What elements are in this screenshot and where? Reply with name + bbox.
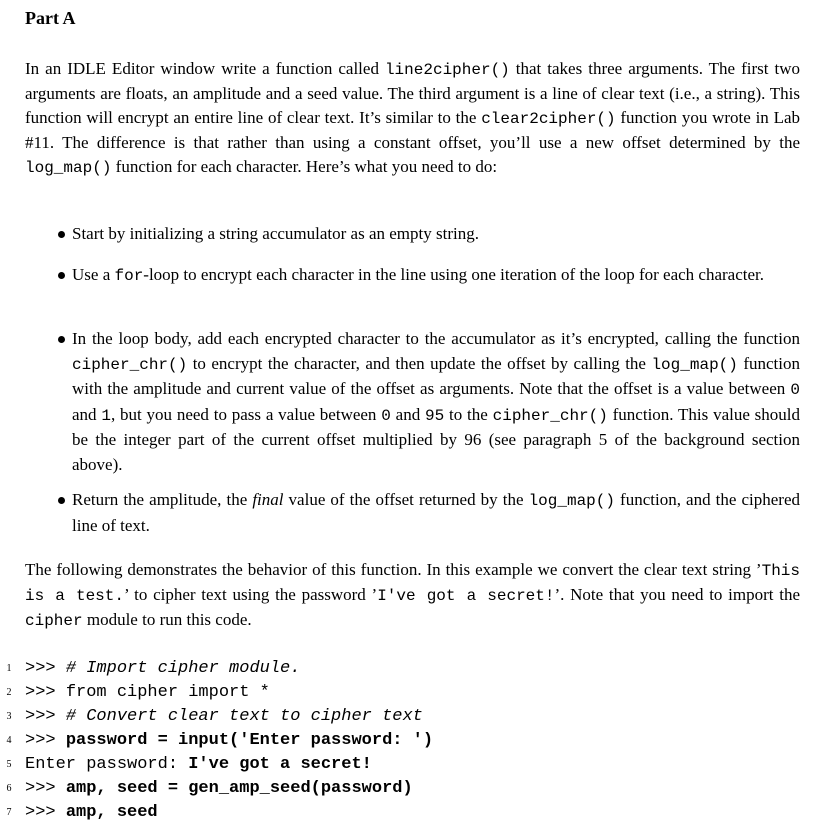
example-paragraph: The following demonstrates the behavior of this function. In this example we convert the clear text string ’This is a test.’ to cipher text using the password ’I've got a secret!’. Note that you need to import the cipher module to run this code. [25,560,800,630]
line-number: 2 [6,687,12,698]
line-number: 7 [6,807,12,818]
list-item: Start by initializing a string accumulator as an empty string. [72,222,800,247]
line-number: 5 [6,759,12,770]
code-line: 3 >>> # Convert clear text to cipher text [0,705,839,729]
list-item: Return the amplitude, the final value of the offset returned by the log_map() function, and the ciphered line of text. [72,488,800,538]
list-item: Use a for-loop to encrypt each character in the line using one iteration of the loop for each character. [72,263,800,289]
line-number: 6 [6,783,12,794]
list-item: In the loop body, add each encrypted character to the accumulator as it’s encrypted, calling the function cipher_chr() to encrypt the character, and then update the offset by calling the log_map() function with the amplitude and current value of the offset as arguments. Note that the offset is a value between 0 and 1, but you need to pass a value between 0 and 95 to the cipher_chr() function. This value should be the integer part of the current offset multiplied by 96 (see paragraph 5 of the background section above). [72,327,800,477]
code-line: 6 >>> amp, seed = gen_amp_seed(password) [0,777,839,801]
intro-paragraph: In an IDLE Editor window write a function called line2cipher() that takes three arguments. The first two arguments are floats, an amplitude and a seed value. The third argument is a line of clear text (i.e., a string). This function will encrypt an entire line of clear text. It’s similar to the clear2cipher() function you wrote in Lab #11. The difference is that rather than using a constant offset, you’ll use a new offset determined by the log_map() function for each character. Here’s what you need to do: [25,59,800,177]
code-line: 4 >>> password = input('Enter password: ') [0,729,839,753]
code-line: 5 Enter password: I've got a secret! [0,753,839,777]
line-number: 3 [6,711,12,722]
line-number: 4 [6,735,12,746]
code-line: 1 >>> # Import cipher module. [0,657,839,681]
code-line: 7 >>> amp, seed [0,801,839,825]
line-number: 1 [6,663,12,674]
code-line: 2 >>> from cipher import * [0,681,839,705]
section-heading: Part A [25,8,76,28]
